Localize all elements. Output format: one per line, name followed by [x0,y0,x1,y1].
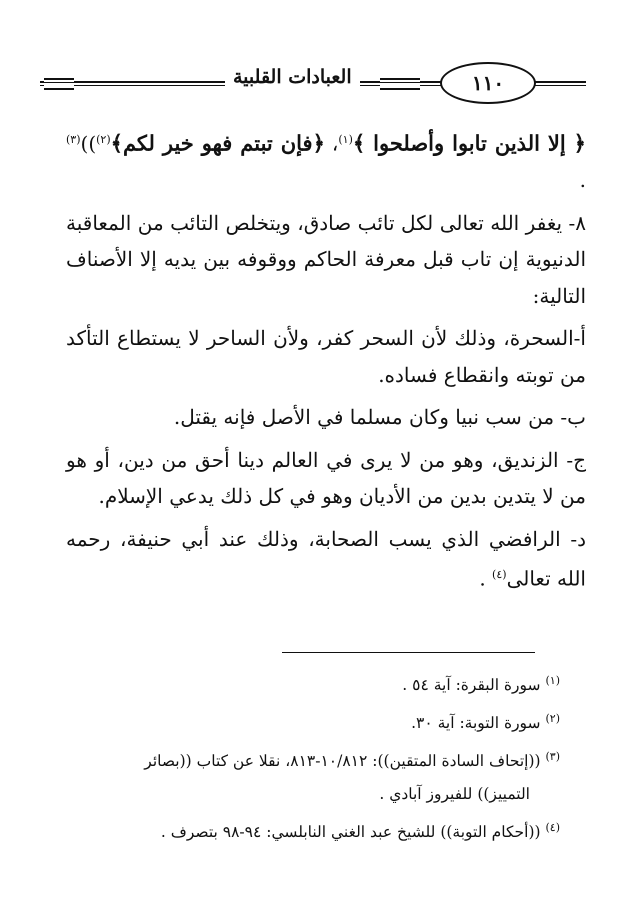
paragraph-item-a: أ-السحرة، وذلك لأن السحر كفر، ولأن الساحر لا يستطاع التأكد من توبته وانقطاع فساده. [66,326,586,387]
footnote-ref-2: (٢) [96,133,111,146]
paragraph-item-d [66,521,586,598]
page-number: ١١٠ [440,62,536,104]
footnote-ref-3: (٣) [66,133,81,146]
verse-tawba: ﴿ إلا الذين تابوا وأصلحوا ﴾ [352,130,586,156]
footnote-3-continued: التمييز)) للفيروز آبادي . [379,785,530,804]
footnote-3-mark: (٣) [545,750,560,764]
quran-citation-paragraph: ﴿ إلا الذين تابوا وأصلحوا ﴾$^{(١)}$، ﴿فإن تبتم فهو خير لكم﴾$^{(٢)}$))$^{(٣)}$ . [66,130,586,193]
period: . [579,168,586,193]
footnote-4-mark: (٤) [545,821,560,835]
verse-fa-in-tubtum: ﴿فإن تبتم فهو خير لكم﴾ [110,130,325,156]
page-header [40,60,586,106]
footnote-separator [282,652,535,653]
item-d-period: . [479,566,493,591]
footnote-1-mark: (١) [545,674,560,687]
footnotes [110,664,560,850]
paragraph-item-8: ٨- يغفر الله تعالى لكل تائب صادق، ويتخلص التائب من المعاقبة الدنيوية إن تاب قبل معرفة الحاكم ووقوفه بين يديه إلا الأصناف التالية: [66,210,586,308]
footnote-2-text: سورة التوبة: آية ٣٠. [411,714,541,733]
body-text [66,122,586,603]
paragraph-item-b: ب- من سب نبيا وكان مسلما في الأصل فإنه يقتل. [173,405,586,430]
footnote-3 [110,740,560,778]
book-title: العبادات القلبية [225,66,360,88]
quote-close: )) [80,131,97,156]
footnote-2 [110,702,560,740]
header-ornament-left [44,78,74,90]
footnote-3-text: ((إتحاف السادة المتقين)): ١٠/٨١٢-٨١٣، نقلا عن كتاب ((بصائر [144,752,541,771]
footnote-ref-4: (٤) [492,568,507,582]
item-d-text: د- الرافضي الذي يسب الصحابة، وذلك عند أبي حنيفة، رحمه الله تعالى [66,526,586,591]
footnote-1-text: سورة البقرة: آية ٥٤ . [402,676,541,695]
paragraph-item-c: ج- الزنديق، وهو من لا يرى في العالم دينا أحق من دين، أو هو من لا يتدين بدين من الأديان وهو في كل ذلك يدعي الإسلام. [66,447,586,509]
footnote-2-mark: (٢) [545,712,560,726]
footnote-1 [110,664,560,702]
footnote-4 [110,811,560,849]
header-ornament-right [380,78,420,90]
footnote-4-text: ((أحكام التوبة)) للشيخ عبد الغني النابلسي: ٩٤-٩٨ بتصرف . [160,823,541,842]
footnote-ref-1: (١) [338,133,353,146]
